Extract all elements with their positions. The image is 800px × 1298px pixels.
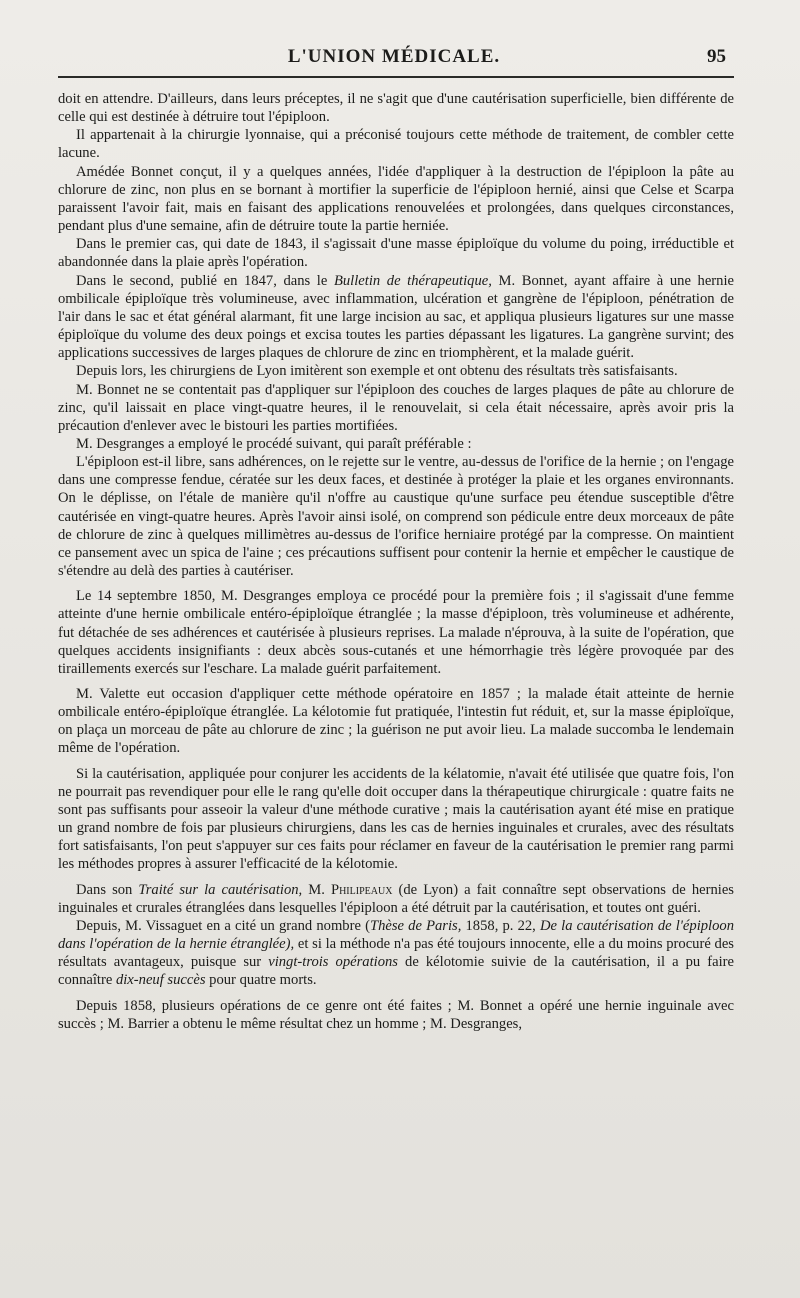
page-number: 95: [707, 46, 726, 67]
text-run: Depuis, M. Vissaguet en a cité un grand nombre (: [76, 917, 370, 934]
text-run: Dans le second, publié en 1847, dans le: [76, 272, 334, 289]
paragraph: Le 14 septembre 1850, M. Desgranges employa ce procédé pour la première fois ; il s'agissait d'une femme atteinte d'une hernie ombilicale entéro-épiploïque étranglée ; la masse d'épiploon, très volumineuse et adhérente, fut détachée de ses adhérences et cautérisée à plusieurs reprises. La malade n'éprouva, à la suite de l'opération, que quelques accidents insignifiants : deux abcès sous-cutanés et une hémorrhagie très légère provoquée par des tiraillements exercés sur l'eschare. La malade guérit parfaitement.: [58, 588, 734, 677]
text-run: M.: [302, 881, 331, 898]
text-run: de kélotomie suivie de la cautérisation, il a pu faire connaître: [58, 954, 735, 989]
paragraph: Dans le premier cas, qui date de 1843, il s'agissait d'une masse épiploïque du volume du poing, irréductible et abandonnée dans la plaie après l'opération.: [58, 236, 734, 271]
journal-title: Bulletin de thérapeutique,: [333, 272, 492, 289]
text-run: et si la méthode n'a pas été toujours innocente, elle a du moins procuré des résultats avantageux, puisque sur: [58, 936, 734, 971]
book-title: Traité sur la cautérisation,: [138, 881, 303, 898]
paragraph: Amédée Bonnet conçut, il y a quelques années, l'idée d'appliquer à la destruction de l'épiploon la pâte au chlorure de zinc, non plus en se bornant à mortifier la superficie de l'épiploon hernié, ainsi que Celse et Scarpa paraissent l'avoir fait, mais en faisant des applications renouvelées et prolongées, dans quelques circonstances, pendant plus d'une semaine, afin de détruire toute la partie herniée.: [58, 163, 734, 235]
paragraph: Si la cautérisation, appliquée pour conjurer les accidents de la kélatomie, n'avait été utilisée que quatre fois, l'on ne pourrait pas revendiquer pour elle le rang qu'elle doit occuper dans la thérapeutique chirurgicale : quatre faits ne sont pas suffisants pour asseoir la valeur d'une méthode curative ; mais la cautérisation ayant été mise en pratique un grand nombre de fois par plusieurs chirurgiens, dans les cas de hernies inguinales et crurales, avec des résultats fort satisfaisants, l'on peut s'appuyer sur ces faits pour réclamer en faveur de la cautérisation le premier rang parmi les méthodes propres à assurer l'efficacité de la kélotomie.: [58, 765, 734, 873]
text-run: 1858, p. 22,: [461, 917, 540, 934]
emphasis: dix-neuf succès: [115, 972, 206, 989]
header-rule: [58, 76, 734, 78]
paragraph: M. Desgranges a employé le procédé suivant, qui paraît préférable :: [76, 435, 472, 452]
article-body: [58, 90, 734, 1033]
text-run: M. Bonnet, ayant affaire à une hernie ombilicale épiploïque très volumineuse, avec inflammation, ulcération et gangrène de l'épiploon, pénétration de l'air dans le sac et état général alarmant, fit une large incision au sac, et appliqua plusieurs ligatures sur une masse épiploïque du volume des deux poings et excisa toutes les parties dépassant les ligatures. La gangrène survint; des applications successives de larges plaques de chlorure de zinc en triomphèrent, et la malade guérit.: [58, 272, 734, 362]
paragraph: Depuis 1858, plusieurs opérations de ce genre ont été faites ; M. Bonnet a opéré une hernie inguinale avec succès ; M. Barrier a obtenu le même résultat chez un homme ; M. Desgranges,: [58, 997, 734, 1032]
paragraph: Depuis lors, les chirurgiens de Lyon imitèrent son exemple et ont obtenu des résultats très satisfaisants.: [76, 363, 678, 380]
text-run: (de Lyon) a fait connaître sept observations de hernies inguinales et crurales étranglées dans lesquelles l'épiploon a été détruit par la cautérisation, et toutes ont guéri.: [58, 881, 734, 916]
page-header: [58, 44, 730, 72]
author-name: Philipeaux: [330, 881, 393, 898]
thesis-title: Thèse de Paris,: [369, 917, 462, 934]
paragraph: [58, 881, 734, 917]
paragraph: doit en attendre. D'ailleurs, dans leurs préceptes, il ne s'agit que d'une cautérisation superficielle, bien différente de celle qui est destinée à détruire tout l'épiploon.: [58, 91, 734, 126]
paragraph: Il appartenait à la chirurgie lyonnaise, qui a préconisé toujours cette méthode de traitement, de combler cette lacune.: [58, 127, 734, 162]
paragraph: [58, 272, 734, 363]
paragraph: L'épiploon est-il libre, sans adhérences, on le rejette sur le ventre, au-dessus de l'orifice de la hernie ; on l'engage dans une compresse fendue, cératée sur les deux faces, et destinée à protéger la plaie et les organes environnants. On le déplisse, on l'étale de manière qu'il n'offre au caustique qu'une surface peu étendue susceptible d'être cautérisée en vingt-quatre heures. Après l'avoir ainsi isolé, on comprend son pédicule entre deux morceaux de pâte de chlorure de zinc à quelques millimètres au-dessus de l'orifice herniaire protégé par la compresse. On maintient ce pansement avec un spica de l'aine ; ces précautions suffisent pour contenir la hernie et empêcher le caustique de s'étendre au delà des parties à cautériser.: [58, 454, 734, 580]
thesis-subtitle: De la cautérisation de l'épiploon dans l'opération de la hernie étranglée),: [58, 917, 734, 953]
paragraph: M. Bonnet ne se contentait pas d'appliquer sur l'épiploon des couches de larges plaques de pâte au chlorure de zinc, qu'il laissait en place vingt-quatre heures, il le renouvelait, si cela était nécessaire, après avoir pris la précaution d'enlever avec le bistouri les parties mortifiées.: [58, 381, 734, 434]
emphasis: vingt-trois opérations: [268, 954, 398, 971]
paragraph: [58, 917, 734, 990]
paragraph: M. Valette eut occasion d'appliquer cette méthode opératoire en 1857 ; la malade était atteinte de hernie ombilicale entéro-épiploïque étranglée. La kélotomie fut pratiquée, l'intestin fut réduit, et, sur la masse épiploïque, on plaça un morceau de pâte au chlorure de zinc ; la guérison ne put avoir lieu. La malade succomba le lendemain même de l'opération.: [58, 686, 734, 757]
running-title: L'UNION MÉDICALE.: [287, 46, 501, 67]
text-run: Dans son: [76, 881, 139, 898]
text-run: pour quatre morts.: [205, 972, 317, 989]
